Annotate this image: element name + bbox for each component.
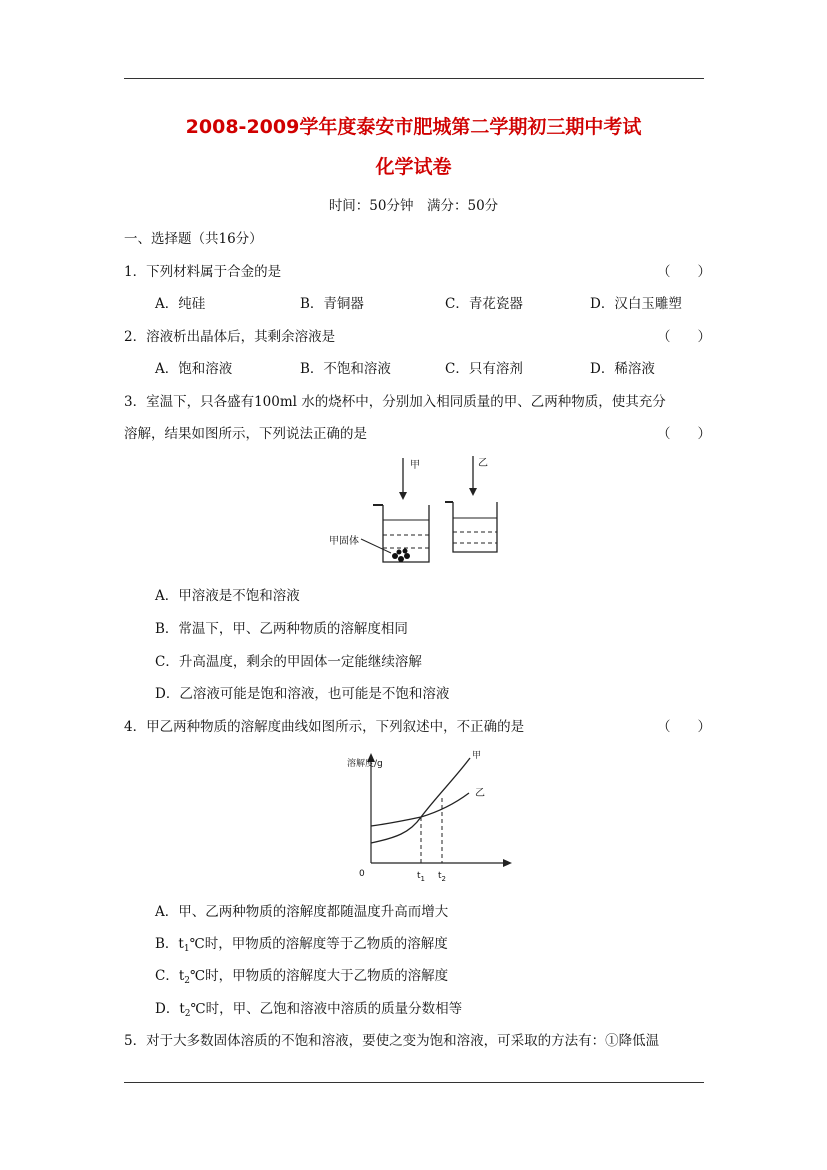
question-2: 2．溶液析出晶体后，其剩余溶液是 xyxy=(124,329,336,345)
question-3-line-1: 3．室温下，只各盛有100ml 水的烧杯中，分别加入相同质量的甲、乙两种物质，使其充分 xyxy=(124,394,666,410)
top-rule xyxy=(124,78,704,79)
solid-pointer xyxy=(361,539,391,553)
answer-blank-1: （ ） xyxy=(657,264,711,280)
series-label-jia: 甲 xyxy=(472,751,482,761)
exam-info: 时间：50分钟 满分：50分 xyxy=(328,198,499,214)
q1-option-c: C．青花瓷器 xyxy=(445,296,523,312)
q2-option-c: C．只有溶剂 xyxy=(445,361,523,377)
q3-option-d: D．乙溶液可能是饱和溶液，也可能是不饱和溶液 xyxy=(155,686,450,702)
q4-option-c: C．$t_2℃$时，甲物质的溶解度大于乙物质的溶解度 xyxy=(155,968,449,986)
q4-option-d: D．$t_2℃$时，甲、乙饱和溶液中溶质的质量分数相等 xyxy=(155,1001,463,1019)
q2-option-d: D．稀溶液 xyxy=(590,361,655,377)
answer-blank-3: （ ） xyxy=(657,426,711,442)
q4-option-a: A．甲、乙两种物质的溶解度都随温度升高而增大 xyxy=(155,904,449,920)
question-5: 5．对于大多数固体溶质的不饱和溶液，要使之变为饱和溶液，可采取的方法有：①降低温 xyxy=(124,1033,660,1049)
t1-label: $t_1$ xyxy=(417,871,425,883)
beaker-figure xyxy=(325,452,515,572)
beaker-yi xyxy=(445,502,497,552)
q2-option-a: A．饱和溶液 xyxy=(155,361,233,377)
section-heading: 一、选择题（共16分） xyxy=(124,231,263,247)
x-axis-arrow xyxy=(503,859,512,867)
question-1: 1．下列材料属于合金的是 xyxy=(124,264,282,280)
label-jia: 甲 xyxy=(410,460,420,471)
y-axis-label: 溶解度/g xyxy=(347,759,383,769)
q1-option-a: A．纯硅 xyxy=(155,296,206,312)
q2-option-b: B．不饱和溶液 xyxy=(300,361,391,377)
exam-title: 2008-2009学年度泰安市肥城第二学期初三期中考试 xyxy=(185,116,642,138)
q3-option-c: C．升高温度，剩余的甲固体一定能继续溶解 xyxy=(155,654,422,670)
answer-blank-2: （ ） xyxy=(657,329,711,345)
question-4: 4．甲乙两种物质的溶解度曲线如图所示，下列叙述中，不正确的是 xyxy=(124,719,525,735)
arrow-head-jia xyxy=(399,492,407,500)
q4-option-b: B．$t_1℃$时，甲物质的溶解度等于乙物质的溶解度 xyxy=(155,936,448,954)
answer-blank-4: （ ） xyxy=(657,719,711,735)
bottom-rule xyxy=(124,1082,704,1083)
label-yi: 乙 xyxy=(478,458,488,469)
solid-particles xyxy=(392,549,410,563)
q1-option-d: D．汉白玉雕塑 xyxy=(590,296,682,312)
label-solid: 甲固体 xyxy=(329,536,359,547)
exam-subtitle: 化学试卷 xyxy=(375,156,452,178)
curve-yi xyxy=(371,793,469,826)
t2-label: $t_2$ xyxy=(438,871,446,883)
arrow-head-yi xyxy=(469,488,477,496)
series-label-yi: 乙 xyxy=(475,788,485,799)
curve-jia xyxy=(371,758,470,843)
question-3-line-2: 溶解，结果如图所示，下列说法正确的是 xyxy=(124,426,367,442)
q3-option-a: A．甲溶液是不饱和溶液 xyxy=(155,588,300,604)
q1-option-b: B．青铜器 xyxy=(300,296,364,312)
q3-option-b: B．常温下，甲、乙两种物质的溶解度相同 xyxy=(155,621,408,637)
solubility-curve-figure xyxy=(345,748,515,888)
origin-label: 0 xyxy=(359,869,365,879)
